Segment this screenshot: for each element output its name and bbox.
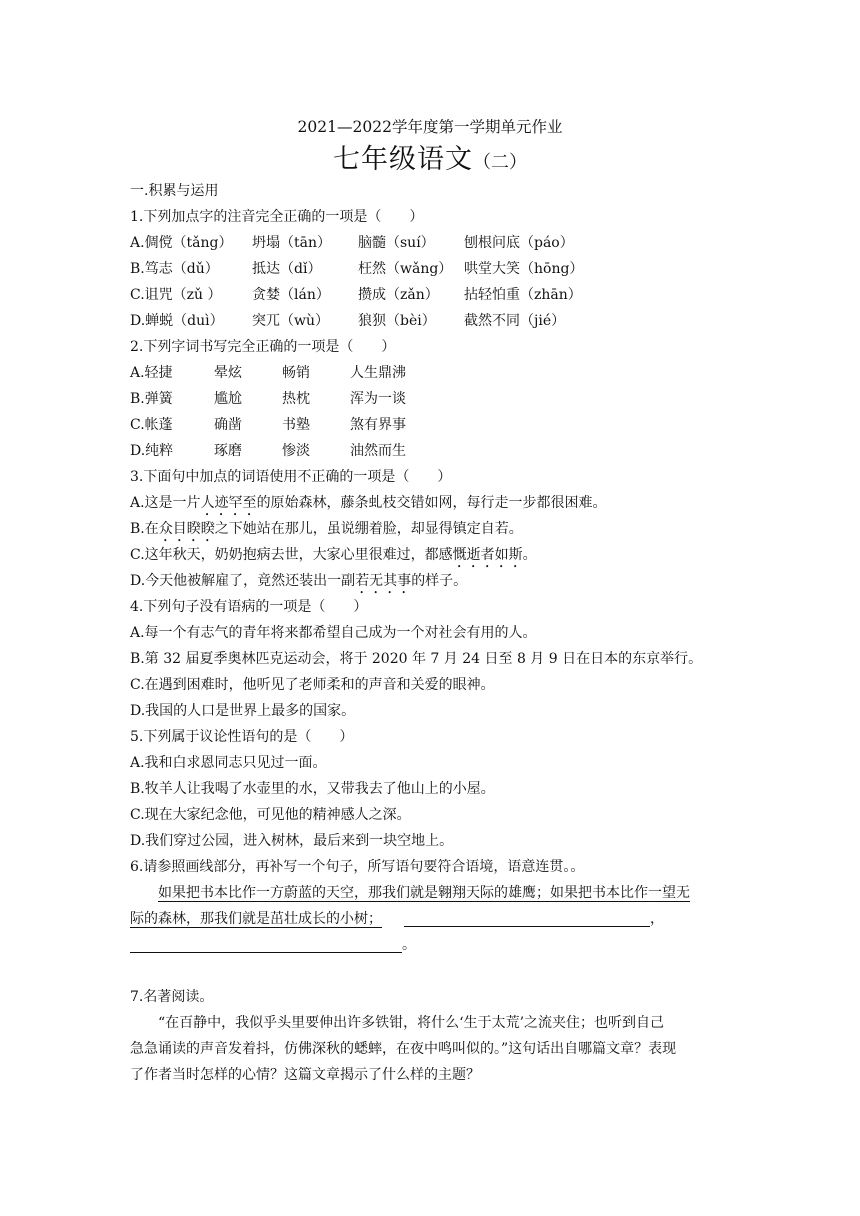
option-cell: 尴尬 (214, 391, 242, 407)
q6-line3 (130, 934, 730, 956)
answer-blank-1[interactable] (404, 926, 650, 927)
option-cell: 人生鼎沸 (350, 365, 406, 381)
question-4-stem: 4.下列句子没有语病的一项是（ ） (130, 599, 368, 615)
option-cell: B.弹簧 (130, 391, 173, 407)
option-text: C.这年秋天，奶奶抱病去世，大家心里很难过，都感 (130, 547, 453, 563)
worksheet-subtitle: 2021—2022学年度第一学期单元作业 (297, 118, 563, 136)
q3-option-b (130, 518, 523, 540)
q3-option-d (130, 570, 467, 592)
option-cell: 哄堂大笑（hōng） (464, 261, 584, 277)
q3-option-c (130, 544, 537, 566)
option-cell: A.轻捷 (130, 365, 173, 381)
option-text: D.今天他被解雇了，竟然还装出一副 (130, 573, 356, 589)
worksheet-title (0, 142, 860, 181)
option-text: 的原始森林，藤条虬枝交错如网，每行走一步都很困难。 (256, 495, 607, 511)
option-cell: 脑髓（suí） (358, 235, 435, 251)
option-cell: 浑为一谈 (350, 391, 406, 407)
emphasized-term: 慨逝者如斯 (452, 547, 523, 563)
question-6-stem: 6.请参照画线部分，再补写一个句子，所写语句要符合语境，语意连贯。。 (130, 859, 585, 875)
title-main-text: 七年级语文 (333, 144, 473, 175)
option-cell: A.倜傥（tǎng） (130, 235, 233, 251)
emphasized-term: 人迹罕至 (200, 495, 257, 511)
option-cell: 确凿 (214, 417, 242, 433)
option-cell: C.诅咒（zǔ ） (130, 287, 222, 303)
option-cell: 截然不同（jié） (464, 313, 566, 329)
q4-option-d: D.我国的人口是世界上最多的国家。 (130, 703, 356, 719)
q7-paragraph-line1: “在百静中，我似乎头里要伸出许多铁钳，将什么‘生于太荒’之流夹住；也听到自己 (158, 1015, 665, 1031)
underlined-example-line1: 如果把书本比作一方蔚蓝的天空，那我们就是翱翔天际的雄鹰；如果把书本比作一望无 (158, 885, 690, 901)
q5-option-b: B.牧羊人让我喝了水壶里的水，又带我去了他山上的小屋。 (130, 781, 495, 797)
option-cell: 突兀（wù） (252, 313, 329, 329)
option-text: B.在 (130, 521, 159, 537)
option-cell: 琢磨 (214, 443, 242, 459)
section-heading: 一.积累与运用 (130, 183, 219, 199)
q7-paragraph-line3: 了作者当时怎样的心情？这篇文章揭示了什么样的主题？ (130, 1067, 480, 1083)
emphasized-term: 若无其事 (355, 573, 412, 589)
q5-option-d: D.我们穿过公园，进入树林，最后来到一块空地上。 (130, 833, 454, 849)
option-cell: 枉然（wǎng） (358, 261, 453, 277)
option-cell: 贪婪（lán） (252, 287, 330, 303)
q5-option-c: C.现在大家纪念他，可见他的精神感人之深。 (130, 807, 411, 823)
option-cell: C.帐蓬 (130, 417, 173, 433)
blank-comma: ， (650, 911, 664, 927)
option-cell: 惨淡 (282, 443, 310, 459)
question-2-stem: 2.下列字词书写完全正确的一项是（ ） (130, 339, 396, 355)
option-text: 的样子。 (411, 573, 468, 589)
option-cell: 狼狈（bèi） (358, 313, 436, 329)
option-cell: 热枕 (282, 391, 310, 407)
q3-option-a (130, 492, 607, 514)
option-text: A.这是一片 (130, 495, 201, 511)
option-cell: 拈轻怕重（zhān） (464, 287, 582, 303)
blank-period: 。 (402, 937, 416, 953)
q4-option-c: C.在遇到困难时，他听见了老师柔和的声音和关爱的眼神。 (130, 677, 495, 693)
option-cell: B.笃志（dǔ） (130, 261, 219, 277)
option-cell: 畅销 (282, 365, 310, 381)
question-5-stem: 5.下列属于议论性语句的是（ ） (130, 729, 354, 745)
underlined-example-line2: 际的森林，那我们就是茁壮成长的小树； (130, 911, 382, 927)
option-cell: 攒成（zǎn） (358, 287, 439, 303)
q7-paragraph-line2: 急急诵读的声音发着抖，仿佛深秋的蟋蟀，在夜中鸣叫似的。”这句话出自哪篇文章？表现 (130, 1041, 677, 1057)
emphasized-term: 众目睽睽 (158, 521, 215, 537)
option-text: 之下她站在那儿，虽说绷着脸，却显得镇定自若。 (214, 521, 523, 537)
q6-line2 (130, 908, 730, 930)
option-cell: 刨根问底（páo） (464, 235, 574, 251)
option-cell: 煞有界事 (350, 417, 406, 433)
answer-blank-2[interactable] (130, 952, 402, 953)
question-1-stem: 1.下列加点字的注音完全正确的一项是（ ） (130, 209, 424, 225)
option-cell: 油然而生 (350, 443, 406, 459)
option-cell: 书塾 (282, 417, 310, 433)
question-7-stem: 7.名著阅读。 (130, 989, 214, 1005)
q4-option-b: B.第 32 届夏季奥林匹克运动会，将于 2020 年 7 月 24 日至 8 月 9 日在日本的东京举行。 (130, 651, 703, 667)
q5-option-a: A.我和白求恩同志只见过一面。 (130, 755, 327, 771)
option-cell: 坍塌（tān） (252, 235, 331, 251)
option-text: 。 (522, 547, 537, 563)
option-cell: 晕炫 (214, 365, 242, 381)
question-3-stem: 3.下面句中加点的词语使用不正确的一项是（ ） (130, 469, 452, 485)
option-cell: D.纯粹 (130, 443, 174, 459)
option-cell: 抵达（dǐ） (252, 261, 322, 277)
option-cell: D.蝉蜕（duì） (130, 313, 224, 329)
q4-option-a: A.每一个有志气的青年将来都希望自己成为一个对社会有用的人。 (130, 625, 537, 641)
title-paren-text: （二） (473, 152, 527, 173)
